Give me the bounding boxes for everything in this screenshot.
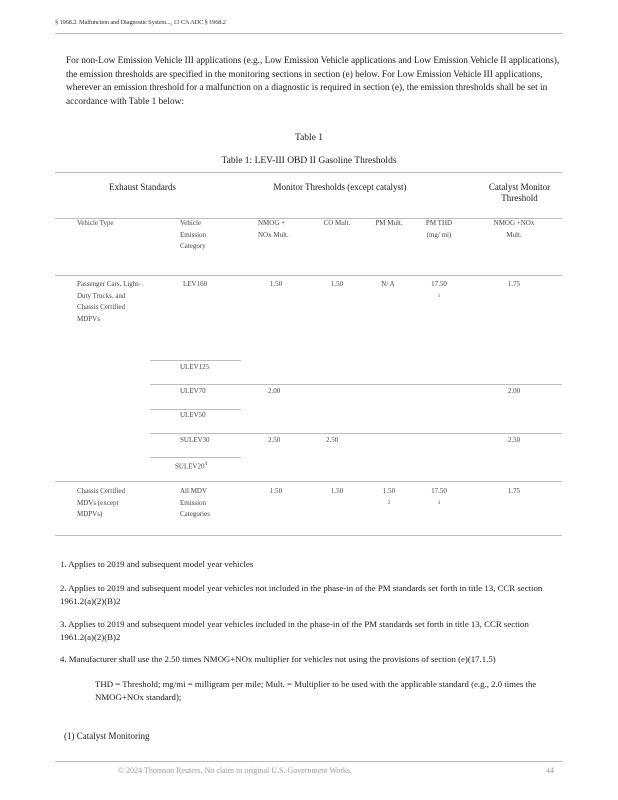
category-ulev70: ULEV70 — [180, 387, 206, 395]
pm-thd-mdv: 17.50 $^3$ — [431, 487, 447, 506]
cat-mdv: 1.75 — [507, 487, 521, 495]
row-rule — [150, 457, 241, 458]
header-divider — [55, 33, 563, 34]
cat-ulev70: 2.00 — [507, 387, 521, 395]
row-rule — [55, 481, 562, 482]
category-lev160: LEV160 — [183, 280, 208, 288]
table-bottom-rule — [55, 535, 562, 536]
co-mdv: 1.50 — [330, 487, 344, 495]
category-sulev20: $SULEV20^4$ — [175, 462, 208, 471]
row-rule — [150, 384, 562, 385]
nmog-ulev70: 2.00 — [268, 387, 281, 395]
group-header-monitor: Monitor Thresholds (except catalyst) — [273, 182, 407, 192]
col-category: Vehicle Emission Category — [180, 219, 207, 251]
table-top-rule — [55, 172, 562, 173]
copyright-notice: © 2024 Thomson Reuters. No claim to original U.S. Government Works. — [118, 766, 353, 775]
page-number: 44 — [546, 766, 554, 775]
col-nmog: NMOG + NOx Mult. — [258, 219, 289, 239]
co-lev160: 1.50 — [330, 280, 344, 288]
col-catalyst: NMOG +NOx Mult. — [493, 219, 535, 239]
footer-divider — [55, 761, 563, 762]
table-caption: Table 1: LEV-III OBD II Gasoline Thresholds — [221, 156, 397, 166]
nmog-lev160: 1.50 — [269, 280, 283, 288]
col-pm-thd: PM THD (mg/ mi) — [425, 219, 453, 239]
cat-sulev30: 2.50 — [507, 436, 521, 444]
nmog-sulev30: 2.50 — [268, 436, 281, 444]
cat-lev160: 1.75 — [507, 280, 521, 288]
col-pm: PM Mult. — [375, 219, 403, 227]
footnote-1: 1. Applies to 2019 and subsequent model year vehicles — [60, 559, 254, 569]
section-heading: (1) Catalyst Monitoring — [64, 731, 150, 741]
pm-mdv: 1.50 $^2$ — [382, 487, 396, 506]
nmog-mdv: 1.50 — [269, 487, 283, 495]
group-header-catalyst: Catalyst Monitor Threshold — [488, 182, 551, 203]
col-vehicle-type: Vehicle Type — [77, 219, 114, 227]
intro-paragraph: For non-Low Emission Vehicle III applications (e.g., Low Emission Vehicle applications and Low Emission Vehicle II applications), the emission thresholds are specified in the monitoring sections in section (e) below. For Low Emission Vehicle III applications, wherever an emission threshold for a malfunction on a diagnostic is required in section (e), the emission thresholds shall be set in accordance with Table 1 below: — [66, 56, 560, 107]
col-co: CO Mult. — [323, 219, 351, 227]
vehicle-type-passenger: Passenger Cars, Light-Duty Trucks, and Chassis Certified MDPVs — [77, 280, 141, 323]
pm-thd-lev160: 17.50 $^1$ — [431, 280, 447, 299]
co-sulev30: 2.50 — [326, 436, 339, 444]
footnote-2: 2. Applies to 2019 and subsequent model year vehicles not included in the phase-in of the PM standards set forth in title 13, CCR section 1961.2(a)(2)(B)2 — [60, 583, 543, 606]
row-rule — [150, 433, 562, 434]
category-mdv: All MDV Emission Categories — [180, 487, 210, 519]
column-header-rule — [55, 275, 562, 276]
group-header-exhaust: Exhaust Standards — [109, 182, 176, 192]
footnote-4: 4. Manufacturer shall use the 2.50 times NMOG+NOx multiplier for vehicles not using the provisions of section (e)(17.1.5) — [60, 654, 496, 664]
vehicle-type-mdv: Chassis Certified MDVs (except MDPVs) — [77, 487, 126, 519]
footnote-3: 3. Applies to 2019 and subsequent model year vehicles included in the phase-in of the PM standards set forth in title 13, CCR section 1961.2(a)(2)(B)2 — [60, 619, 529, 642]
table-label: Table 1 — [294, 133, 324, 143]
pm-lev160: N/ A — [381, 280, 395, 288]
category-ulev125: ULEV125 — [180, 363, 210, 371]
running-header: § 1968.2. Malfunction and Diagnostic System..., 13 CA ADC § 1968.2 — [55, 19, 226, 26]
row-rule — [150, 360, 241, 361]
category-sulev30: SULEV30 — [180, 436, 210, 444]
abbreviation-definitions: THD = Threshold; mg/mi = milligram per mile; Mult. = Multiplier to be used with the applicable standard (e.g., 2.0 times the NMOG+NOx standard); — [95, 679, 537, 702]
category-ulev50: ULEV50 — [180, 411, 206, 419]
